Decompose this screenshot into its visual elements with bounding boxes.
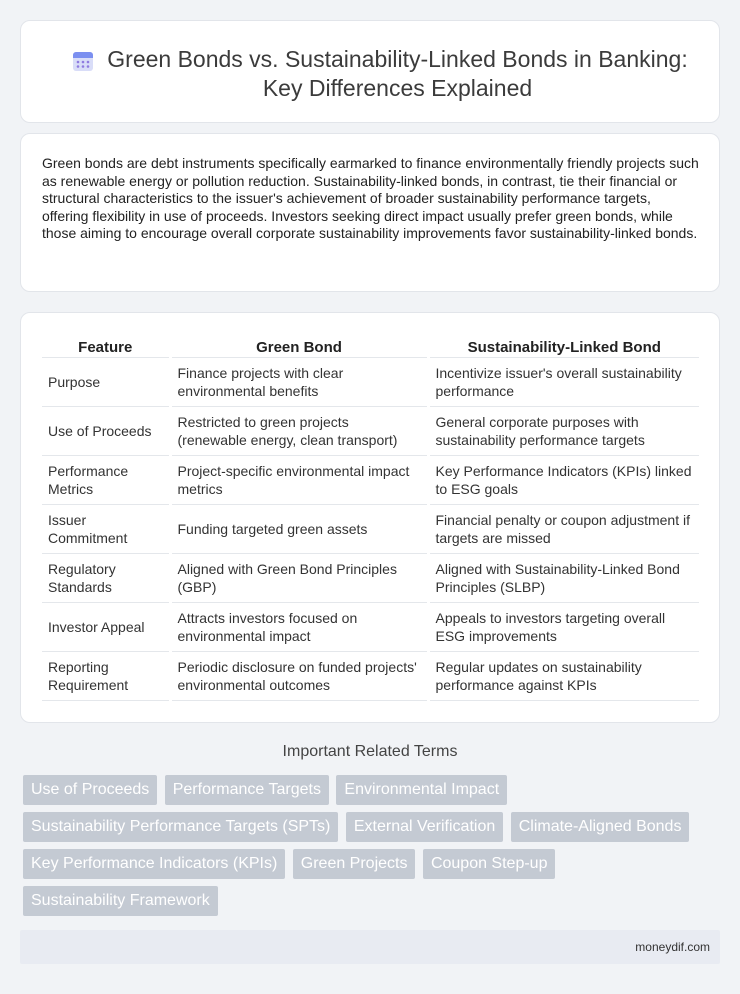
table-row (42, 406, 699, 455)
comparison-card (20, 312, 720, 723)
table-row (42, 553, 699, 602)
comparison-table (42, 333, 699, 701)
feature-cell: Use of Proceeds (42, 406, 170, 455)
related-term-tag[interactable]: Sustainability Performance Targets (SPTs) (23, 812, 338, 842)
slb-cell: Regular updates on sustainability performance against KPIs (428, 651, 699, 700)
intro-card (20, 133, 720, 292)
title-card (20, 20, 720, 123)
slb-cell: Aligned with Sustainability-Linked Bond Principles (SLBP) (428, 553, 699, 602)
related-term-tag[interactable]: Coupon Step-up (423, 849, 556, 879)
feature-cell: Issuer Commitment (42, 504, 170, 553)
table-row (42, 504, 699, 553)
slb-cell: Financial penalty or coupon adjustment if targets are missed (428, 504, 699, 553)
table-row (42, 602, 699, 651)
green-bond-cell: Restricted to green projects (renewable energy, clean transport) (170, 406, 428, 455)
header-green-bond: Green Bond (170, 333, 428, 357)
slb-cell: Incentivize issuer's overall sustainability performance (428, 357, 699, 406)
table-row (42, 651, 699, 700)
table-row (42, 455, 699, 504)
intro-paragraph: Green bonds are debt instruments specifically earmarked to finance environmentally friendly projects such as renewable energy or pollution reduction. Sustainability-linked bonds, in contrast, tie their financial or structural characteristics to the issuer's achievement of broader sustainability performance targets, offering flexibility in use of proceeds. Investors seeking direct impact usually prefer green bonds, while those aiming to encourage overall corporate sustainability improvements favor sustainability-linked bonds. (42, 155, 699, 241)
table-header-row (42, 333, 699, 357)
related-term-tag[interactable]: Climate-Aligned Bonds (511, 812, 690, 842)
table-row (42, 357, 699, 406)
header-sustainability-linked-bond: Sustainability-Linked Bond (428, 333, 699, 357)
footer-site-link[interactable]: moneydif.com (635, 940, 710, 954)
green-bond-cell: Periodic disclosure on funded projects' environmental outcomes (170, 651, 428, 700)
related-term-tag[interactable]: Sustainability Framework (23, 886, 218, 916)
green-bond-cell: Finance projects with clear environmental benefits (170, 357, 428, 406)
related-term-tag[interactable]: Key Performance Indicators (KPIs) (23, 849, 285, 879)
feature-cell: Purpose (42, 357, 170, 406)
related-term-tag[interactable]: External Verification (346, 812, 503, 842)
green-bond-cell: Funding targeted green assets (170, 504, 428, 553)
green-bond-cell: Project-specific environmental impact metrics (170, 455, 428, 504)
slb-cell: Key Performance Indicators (KPIs) linked to ESG goals (428, 455, 699, 504)
green-bond-cell: Attracts investors focused on environmental impact (170, 602, 428, 651)
related-term-tag[interactable]: Performance Targets (165, 775, 329, 805)
slb-cell: General corporate purposes with sustainability performance targets (428, 406, 699, 455)
related-terms-heading: Important Related Terms (282, 743, 458, 760)
slb-cell: Appeals to investors targeting overall ESG improvements (428, 602, 699, 651)
feature-cell: Reporting Requirement (42, 651, 170, 700)
green-bond-cell: Aligned with Green Bond Principles (GBP) (170, 553, 428, 602)
related-term-tag[interactable]: Environmental Impact (336, 775, 507, 805)
related-terms-list (23, 775, 703, 923)
related-term-tag[interactable]: Green Projects (293, 849, 416, 879)
page-title: Green Bonds vs. Sustainability-Linked Bonds in Banking: Key Differences Explained (107, 46, 688, 101)
header-feature: Feature (42, 333, 170, 357)
related-term-tag[interactable]: Use of Proceeds (23, 775, 157, 805)
calendar-icon (71, 49, 95, 73)
feature-cell: Performance Metrics (42, 455, 170, 504)
feature-cell: Investor Appeal (42, 602, 170, 651)
feature-cell: Regulatory Standards (42, 553, 170, 602)
footer (20, 930, 720, 964)
